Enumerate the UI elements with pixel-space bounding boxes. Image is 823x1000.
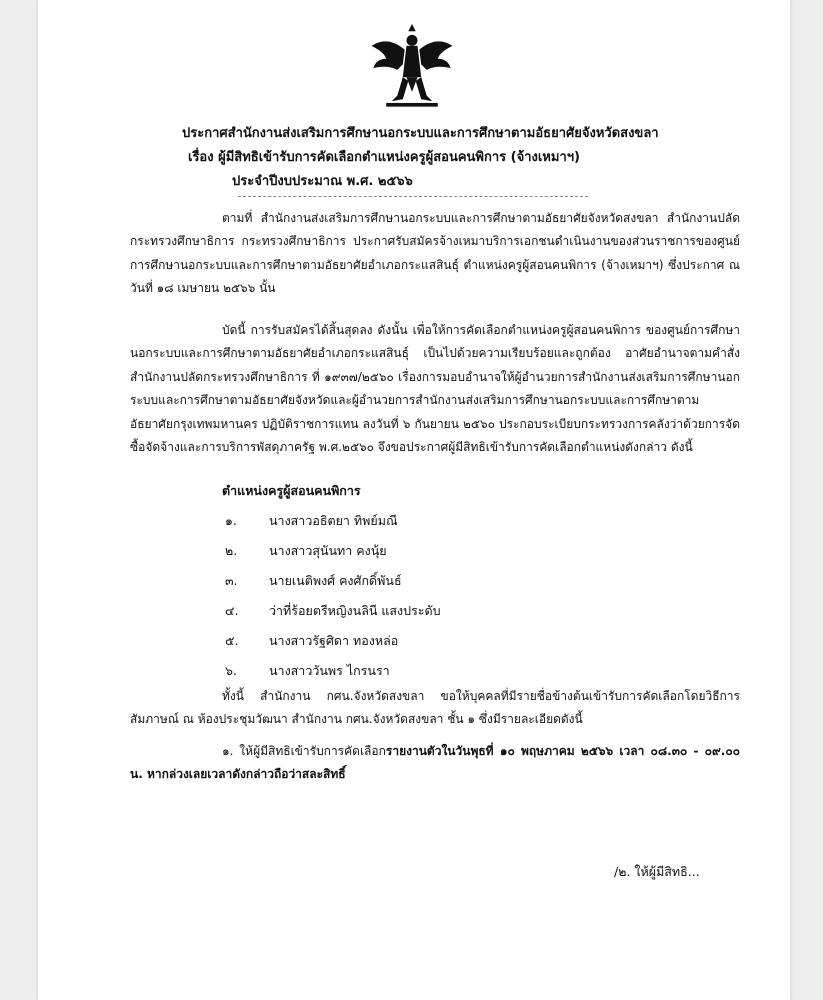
candidate-number: ๑. xyxy=(225,513,237,528)
candidate-number: ๔. xyxy=(225,603,239,618)
candidate-item xyxy=(225,661,390,681)
header-fiscal-year: ประจำปีงบประมาณ พ.ศ. ๒๕๖๖ xyxy=(232,174,413,189)
section-title: ตำแหน่งครูผู้สอนคนพิการ xyxy=(222,483,361,498)
candidate-item xyxy=(225,601,441,621)
paragraph-4 xyxy=(130,740,740,787)
header-divider xyxy=(238,196,588,197)
candidate-number: ๒. xyxy=(225,543,238,558)
candidate-name: นางสาววันพร ไกรนรา xyxy=(269,663,390,678)
announcement-header xyxy=(38,122,790,194)
candidate-name: นางสาวรัฐศิดา ทองหล่อ xyxy=(269,633,399,648)
report-time-notice: รายงานตัวในวันพุธที่ ๑๐ พฤษภาคม ๒๕๖๖ เวลา ๐๘.๓๐ - ๐๙.๐๐ น. หากล่วงเลยเวลาดังกล่าวถือว่าสละสิทธิ์ xyxy=(130,744,740,782)
candidate-item xyxy=(225,541,387,561)
candidate-number: ๓. xyxy=(225,573,238,588)
header-title: ประกาศสำนักงานส่งเสริมการศึกษานอกระบบและการศึกษาตามอัธยาศัยจังหวัดสงขลา xyxy=(182,126,659,141)
candidate-number: ๕. xyxy=(225,633,239,648)
candidate-name: ว่าที่ร้อยตรีหญิงนลินี แสงประดับ xyxy=(269,603,441,618)
document-page xyxy=(38,0,790,1000)
candidate-item xyxy=(225,631,398,651)
paragraph-1: ตามที่ สำนักงานส่งเสริมการศึกษานอกระบบและการศึกษาตามอัธยาศัยจังหวัดสงขลา สำนักงานปลัดกระทรวงศึกษาธิการ กระทรวงศึกษาธิการ ประกาศรับสมัครจ้างเหมาบริการเอกชนดำเนินงานของส่วนราชการของศูนย์การศึกษานอกระบบและการศึกษาตามอัธยาศัยอำเภอกระแสสินธุ์ ตำแหน่งครูผู้สอนคนพิการ (จ้างเหมาฯ) ซึ่งประกาศ ณ วันที่ ๑๘ เมษายน ๒๕๖๖ นั้น xyxy=(130,211,740,296)
instruction-text: ๑. ให้ผู้มีสิทธิเข้ารับการคัดเลือก xyxy=(222,744,386,758)
header-subject: เรื่อง ผู้มีสิทธิเข้ารับการคัดเลือกตำแหน่งครูผู้สอนคนพิการ (จ้างเหมาฯ) xyxy=(188,150,580,165)
candidate-name: นายเนติพงศ์ คงศักดิ์พันธ์ xyxy=(269,573,402,588)
candidate-number: ๖. xyxy=(225,663,237,678)
candidate-name: นางสาวสุนันทา คงนุ้ย xyxy=(269,543,387,558)
paragraph-2: บัดนี้ การรับสมัครได้สิ้นสุดลง ดังนั้น เพื่อให้การคัดเลือกตำแหน่งครูผู้สอนคนพิการ ของศูนย์การศึกษานอกระบบและการศึกษาตามอัธยาศัยอำเภอกระแสสินธุ์ เป็นไปด้วยความเรียบร้อยและถูกต้อง อาศัยอำนาจตามคำสั่งสำนักงานปลัดกระทรวงศึกษาธิการ ที่ ๑๙๓๗/๒๕๖๐ เรื่องการมอบอำนาจให้ผู้อำนวยการสำนักงานส่งเสริมการศึกษานอกระบบและการศึกษาตามอัธยาศัยจังหวัดและผู้อำนวยการสำนักงานส่งเสริมการศึกษานอกระบบและการศึกษาตามอัธยาศัยกรุงเทพมหานคร ปฏิบัติราชการแทน ลงวันที่ ๖ กันยายน ๒๕๖๐ ประกอบระเบียบกระทรวงการคลังว่าด้วยการจัดซื้อจัดจ้างและการบริการพัสดุภาครัฐ พ.ศ.๒๕๖๐ จึงขอประกาศผู้มีสิทธิเข้ารับการคัดเลือกตำแหน่งดังกล่าว ดังนี้ xyxy=(130,323,740,455)
continuation-note: /๒. ให้ผู้มีสิทธิ... xyxy=(614,864,700,879)
candidate-item xyxy=(225,571,402,591)
garuda-emblem xyxy=(366,22,458,114)
paragraph-3: ทั้งนี้ สำนักงาน กศน.จังหวัดสงขลา ขอให้บุคคลที่มีรายชื่อข้างต้นเข้ารับการคัดเลือกโดยวิธีการสัมภาษณ์ ณ ห้องประชุมวัฒนา สำนักงาน กศน.จังหวัดสงขลา ชั้น ๑ ซึ่งมีรายละเอียดดังนี้ xyxy=(130,689,740,727)
candidate-item xyxy=(225,511,398,531)
candidate-name: นางสาวอธิตยา ทิพย์มณี xyxy=(269,513,398,528)
